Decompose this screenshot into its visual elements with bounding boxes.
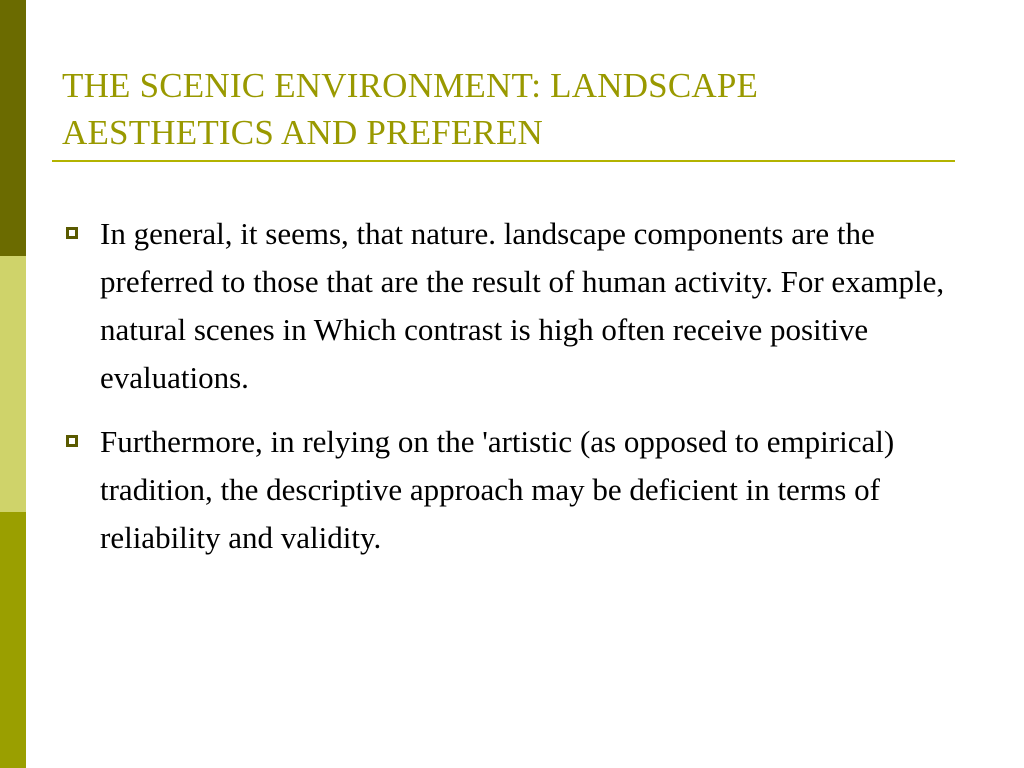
bullet-item	[64, 210, 964, 402]
bullet-text: In general, it seems, that nature. landscape components are the preferred to those that are the result of human activity. For example, natural scenes in Which contrast is high often receive positive evaluations.	[100, 216, 945, 395]
bullet-text: Furthermore, in relying on the 'artistic (as opposed to empirical) tradition, the descriptive approach may be deficient in terms of reliability and validity.	[100, 424, 895, 555]
square-bullet-icon	[66, 227, 78, 239]
title-divider	[52, 160, 955, 162]
bullet-item	[64, 418, 964, 562]
side-accent-bar	[0, 0, 26, 768]
side-accent-bar-bottom	[0, 512, 26, 768]
slide-title: THE SCENIC ENVIRONMENT: LANDSCAPE AESTHETICS AND PREFEREN	[62, 66, 759, 152]
square-bullet-icon	[66, 435, 78, 447]
side-accent-bar-middle	[0, 256, 26, 512]
bullet-list	[64, 210, 964, 578]
side-accent-bar-top	[0, 0, 26, 256]
